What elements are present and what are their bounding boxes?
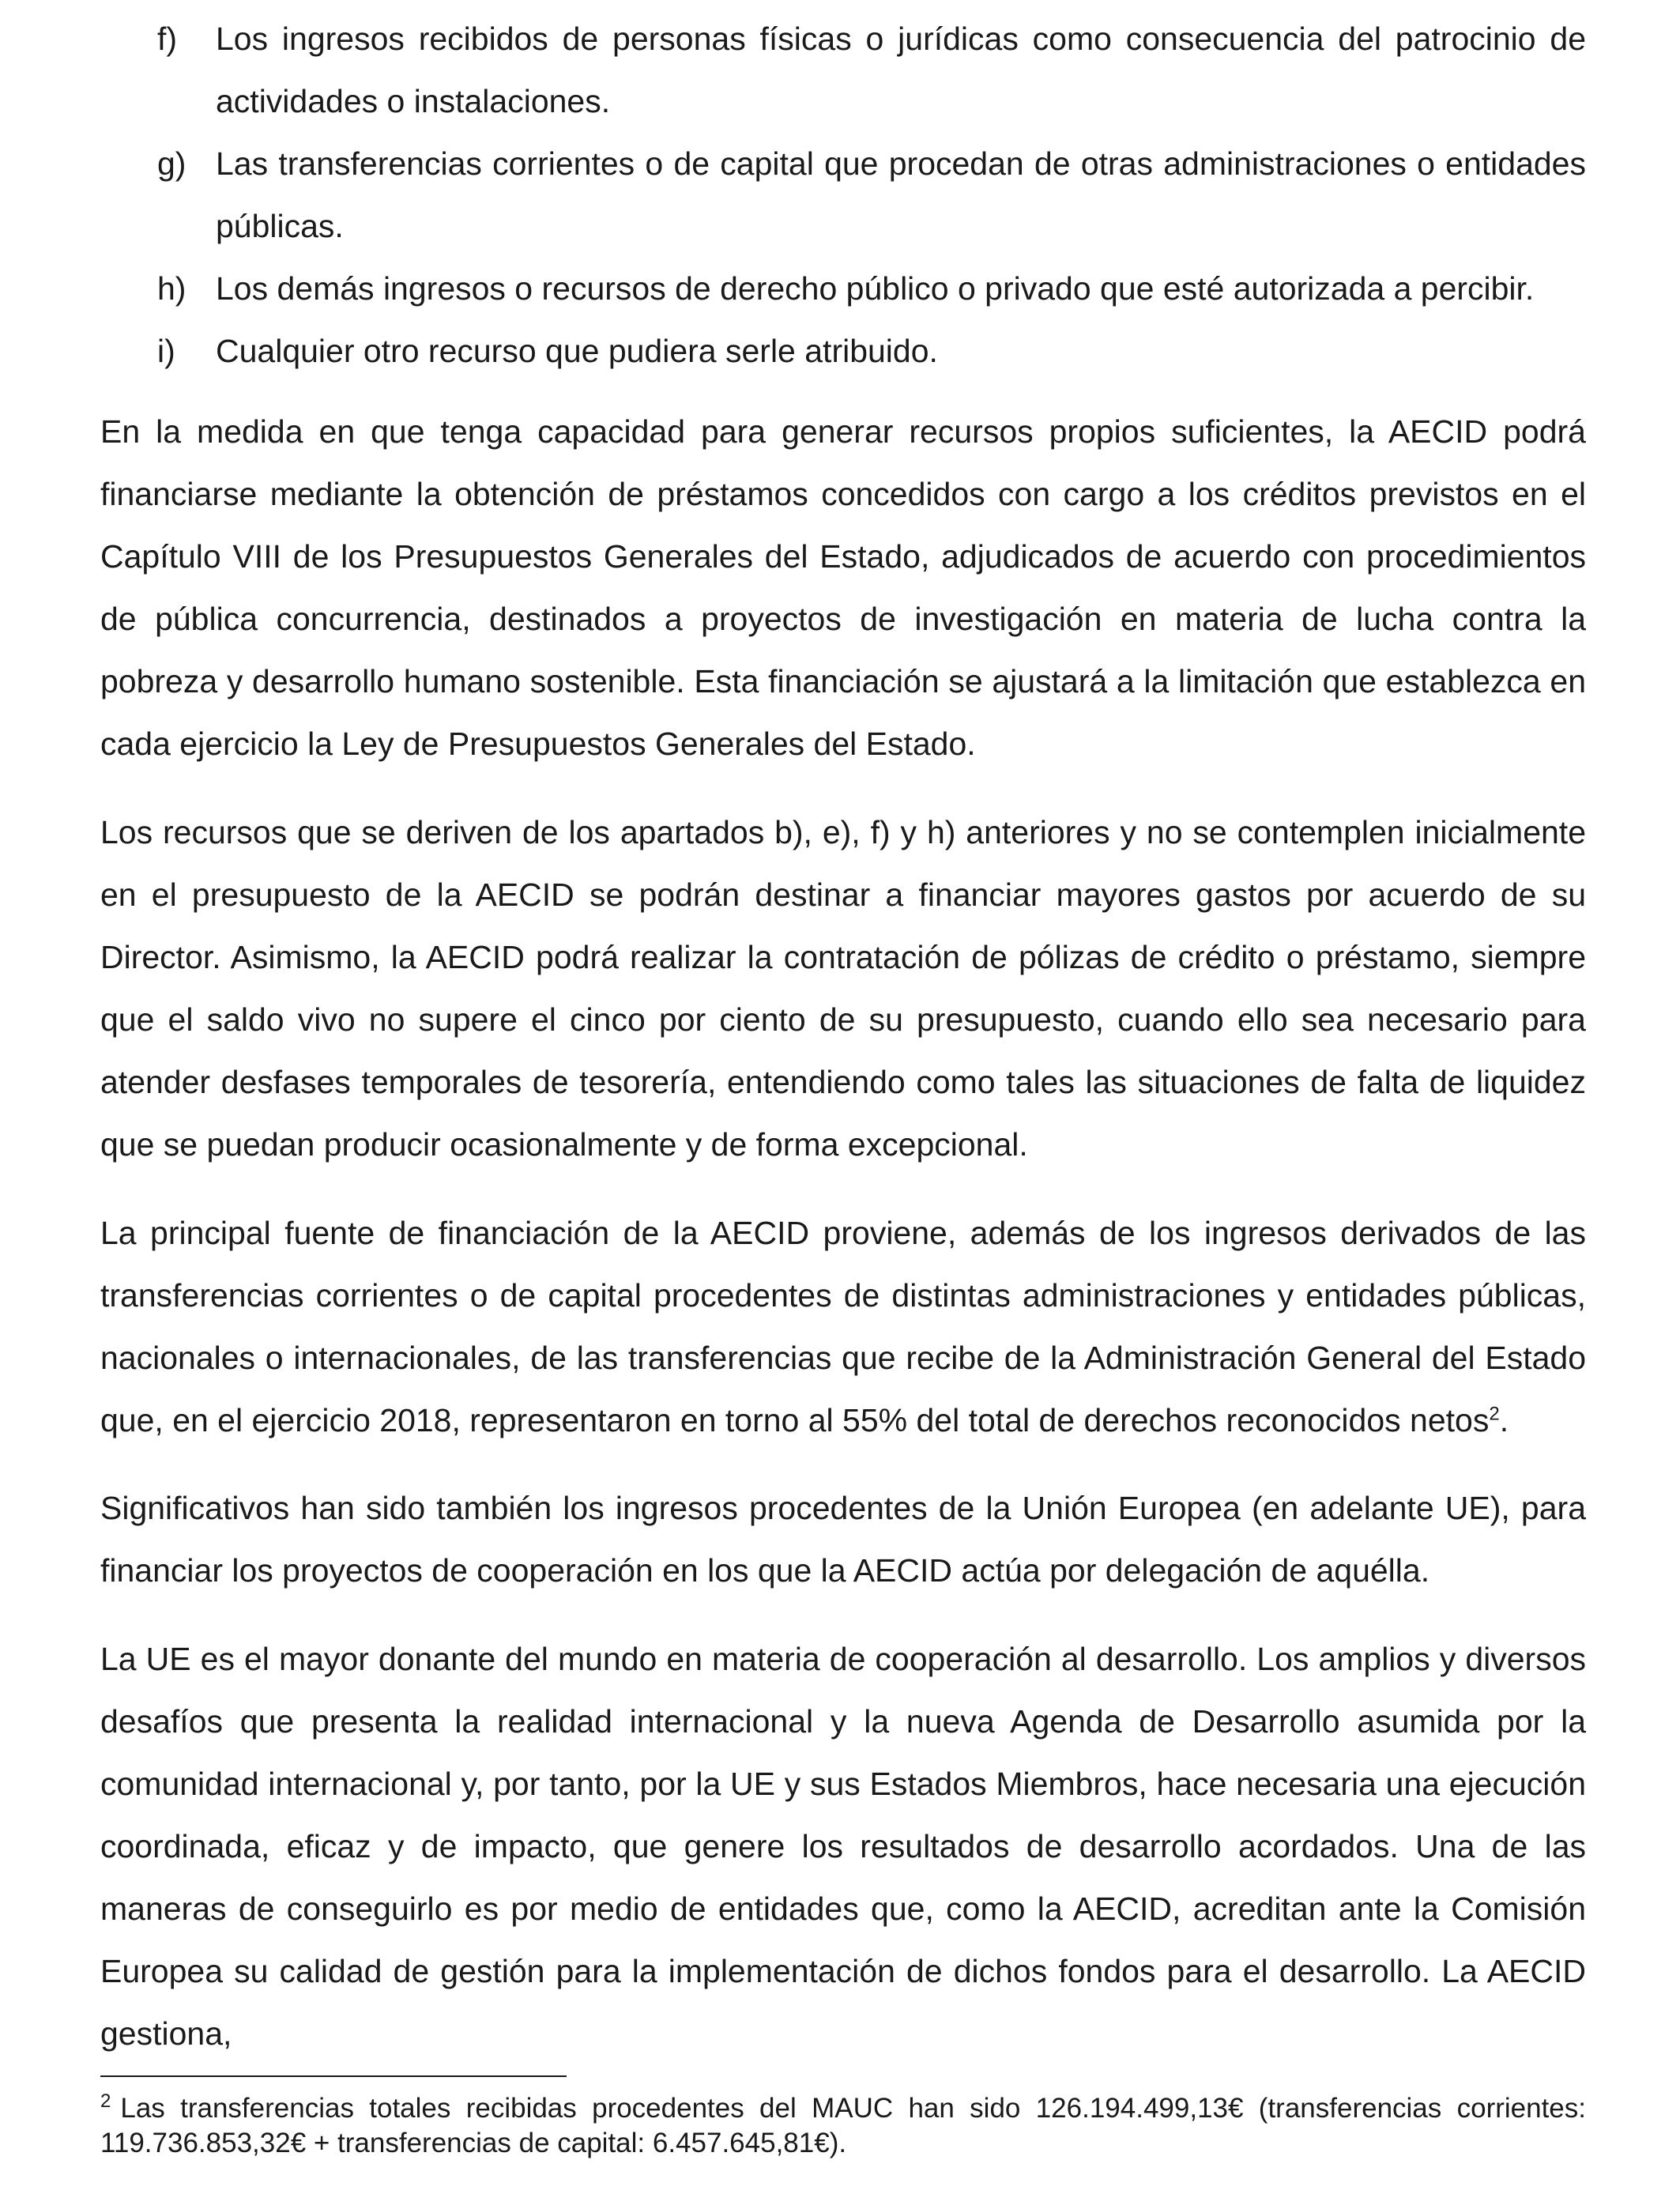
list-item bbox=[100, 8, 1586, 133]
footnote-mark: 2 bbox=[100, 2090, 111, 2113]
list-item-text: Los demás ingresos o recursos de derecho público o privado que esté autorizada a percibir. bbox=[216, 270, 1535, 307]
paragraph-loans-financing: En la medida en que tenga capacidad para generar recursos propios suficientes, la AECID podrá financiarse mediante la obtención de préstamos concedidos con cargo a los créditos previstos en el Capítulo VIII de los Presupuestos Generales del Estado, adjudicados de acuerdo con procedimientos de pública concurrencia, destinados a proyectos de investigación en materia de lucha contra la pobreza y desarrollo humano sostenible. Esta financiación se ajustará a la limitación que establezca en cada ejercicio la Ley de Presupuestos Generales del Estado. bbox=[100, 413, 1586, 762]
list-marker: h) bbox=[157, 270, 186, 307]
footnote bbox=[100, 2091, 1586, 2161]
paragraph-resources-allocation: Los recursos que se deriven de los apartados b), e), f) y h) anteriores y no se contemplen inicialmente en el presupuesto de la AECID se podrán destinar a financiar mayores gastos por acuerdo de su Director. Asimismo, la AECID podrá realizar la contratación de pólizas de crédito o préstamo, siempre que el saldo vivo no supere el cinco por ciento de su presupuesto, cuando ello sea necesario para atender desfases temporales de tesorería, entendiendo como tales las situaciones de falta de liquidez que se puedan producir ocasionalmente y de forma excepcional. bbox=[100, 814, 1586, 1163]
paragraph-main-funding-source bbox=[100, 1202, 1586, 1452]
paragraph-text: La principal fuente de financiación de la AECID proviene, además de los ingresos derivados de las transferencias corrientes o de capital procedentes de distintas administraciones y entidades públicas, nacionales o internacionales, de las transferencias que recibe de la Administración General del Estado que, en el ejercicio 2018, representaron en torno al 55% del total de derechos reconocidos netos bbox=[100, 1215, 1586, 1438]
list-marker: g) bbox=[157, 145, 186, 182]
list-item bbox=[100, 133, 1586, 258]
income-sources-list bbox=[100, 0, 1586, 383]
footnote-separator bbox=[100, 2075, 567, 2077]
list-marker: f) bbox=[157, 21, 178, 57]
list-item bbox=[100, 320, 1586, 383]
list-item bbox=[100, 258, 1586, 320]
footnote-text: Las transferencias totales recibidas procedentes del MAUC han sido 126.194.499,13€ (transferencias corrientes: 119.736.853,32€ + transferencias de capital: 6.457.645,81€). bbox=[100, 2093, 1586, 2158]
footnote-reference[interactable]: 2 bbox=[1489, 1403, 1500, 1425]
list-item-text: Cualquier otro recurso que pudiera serle atribuido. bbox=[216, 333, 938, 369]
paragraph-eu-income: Significativos han sido también los ingresos procedentes de la Unión Europea (en adelante UE), para financiar los proyectos de cooperación en los que la AECID actúa por delegación de aquélla. bbox=[100, 1490, 1586, 1589]
paragraph-end: . bbox=[1499, 1402, 1509, 1438]
list-item-text: Los ingresos recibidos de personas físicas o jurídicas como consecuencia del patrocinio de actividades o instalaciones. bbox=[216, 21, 1586, 119]
list-marker: i) bbox=[157, 333, 175, 369]
list-item-text: Las transferencias corrientes o de capital que procedan de otras administraciones o entidades públicas. bbox=[216, 145, 1586, 244]
paragraph-eu-donor: La UE es el mayor donante del mundo en materia de cooperación al desarrollo. Los amplios y diversos desafíos que presenta la realidad internacional y la nueva Agenda de Desarrollo asumida por la comunidad internacional y, por tanto, por la UE y sus Estados Miembros, hace necesaria una ejecución coordinada, eficaz y de impacto, que genere los resultados de desarrollo acordados. Una de las maneras de conseguirlo es por medio de entidades que, como la AECID, acreditan ante la Comisión Europea su calidad de gestión para la implementación de dichos fondos para el desarrollo. La AECID gestiona, bbox=[100, 1641, 1586, 2052]
